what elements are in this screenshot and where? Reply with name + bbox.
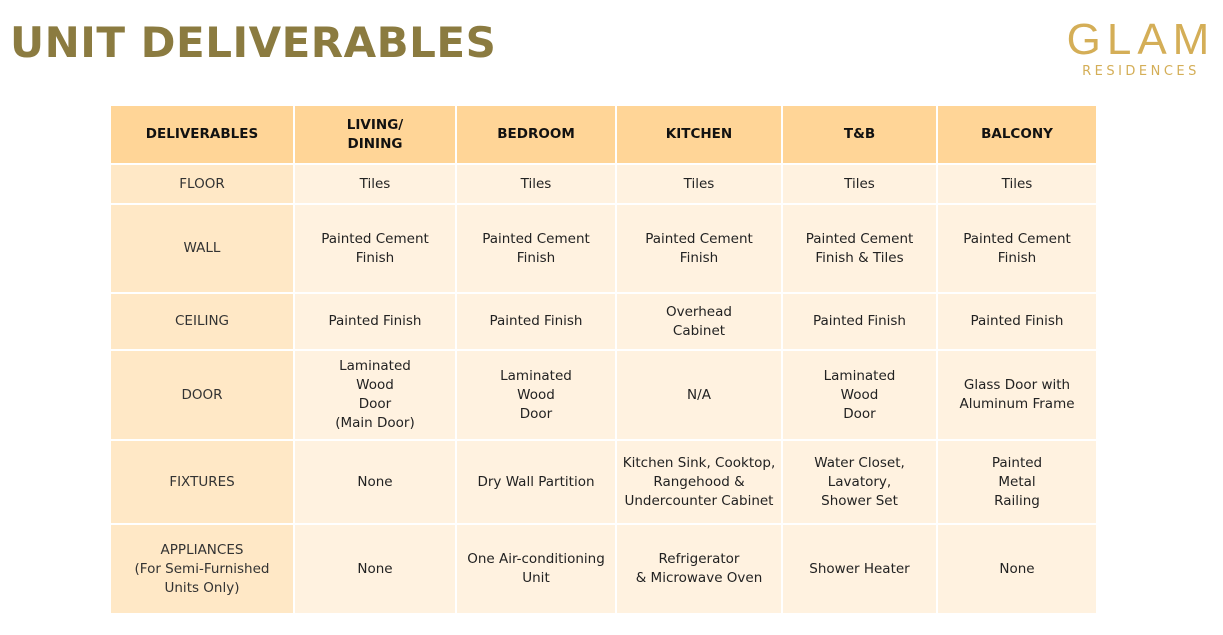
table-cell: Tiles bbox=[295, 165, 455, 203]
table-cell: Painted Finish bbox=[295, 294, 455, 349]
logo-sub: RESIDENCES bbox=[1082, 64, 1200, 79]
table-cell: N/A bbox=[617, 351, 781, 439]
deliverables-table bbox=[109, 104, 1098, 615]
table-cell: Painted Finish bbox=[938, 294, 1096, 349]
logo-main: GLAM bbox=[1066, 15, 1216, 64]
table-row bbox=[111, 441, 1096, 523]
table-row bbox=[111, 294, 1096, 349]
page-title: UNIT DELIVERABLES bbox=[10, 18, 497, 67]
table-cell: Overhead Cabinet bbox=[617, 294, 781, 349]
table-cell: Kitchen Sink, Cooktop, Rangehood & Undercounter Cabinet bbox=[617, 441, 781, 523]
table-cell: Laminated Wood Door bbox=[457, 351, 615, 439]
table-cell: Painted Metal Railing bbox=[938, 441, 1096, 523]
column-header: BEDROOM bbox=[457, 106, 615, 163]
table-cell: Tiles bbox=[457, 165, 615, 203]
header-row bbox=[111, 106, 1096, 163]
column-header: KITCHEN bbox=[617, 106, 781, 163]
table-cell: None bbox=[938, 525, 1096, 613]
table-cell: Tiles bbox=[617, 165, 781, 203]
table-cell: Painted Finish bbox=[457, 294, 615, 349]
table-row bbox=[111, 205, 1096, 292]
table-row bbox=[111, 525, 1096, 613]
row-label: FIXTURES bbox=[111, 441, 293, 523]
table-cell: Laminated Wood Door bbox=[783, 351, 936, 439]
table-cell: Painted Cement Finish bbox=[617, 205, 781, 292]
column-header: BALCONY bbox=[938, 106, 1096, 163]
table-cell: Glass Door with Aluminum Frame bbox=[938, 351, 1096, 439]
table-cell: Painted Cement Finish bbox=[457, 205, 615, 292]
table-cell: Painted Cement Finish bbox=[938, 205, 1096, 292]
row-label: APPLIANCES (For Semi-Furnished Units Only) bbox=[111, 525, 293, 613]
row-label: FLOOR bbox=[111, 165, 293, 203]
table-cell: None bbox=[295, 525, 455, 613]
column-header: LIVING/ DINING bbox=[295, 106, 455, 163]
table-row bbox=[111, 165, 1096, 203]
table-cell: Painted Finish bbox=[783, 294, 936, 349]
table-cell: Tiles bbox=[783, 165, 936, 203]
row-label: DOOR bbox=[111, 351, 293, 439]
table-cell: One Air-conditioning Unit bbox=[457, 525, 615, 613]
table-cell: Dry Wall Partition bbox=[457, 441, 615, 523]
row-label: CEILING bbox=[111, 294, 293, 349]
row-label: WALL bbox=[111, 205, 293, 292]
table-cell: None bbox=[295, 441, 455, 523]
column-header: DELIVERABLES bbox=[111, 106, 293, 163]
table-cell: Laminated Wood Door (Main Door) bbox=[295, 351, 455, 439]
table-row bbox=[111, 351, 1096, 439]
glam-residences-logo bbox=[1066, 15, 1216, 79]
table-cell: Shower Heater bbox=[783, 525, 936, 613]
table-cell: Water Closet, Lavatory, Shower Set bbox=[783, 441, 936, 523]
column-header: T&B bbox=[783, 106, 936, 163]
table-cell: Painted Cement Finish & Tiles bbox=[783, 205, 936, 292]
table-cell: Tiles bbox=[938, 165, 1096, 203]
table-cell: Refrigerator & Microwave Oven bbox=[617, 525, 781, 613]
table-cell: Painted Cement Finish bbox=[295, 205, 455, 292]
